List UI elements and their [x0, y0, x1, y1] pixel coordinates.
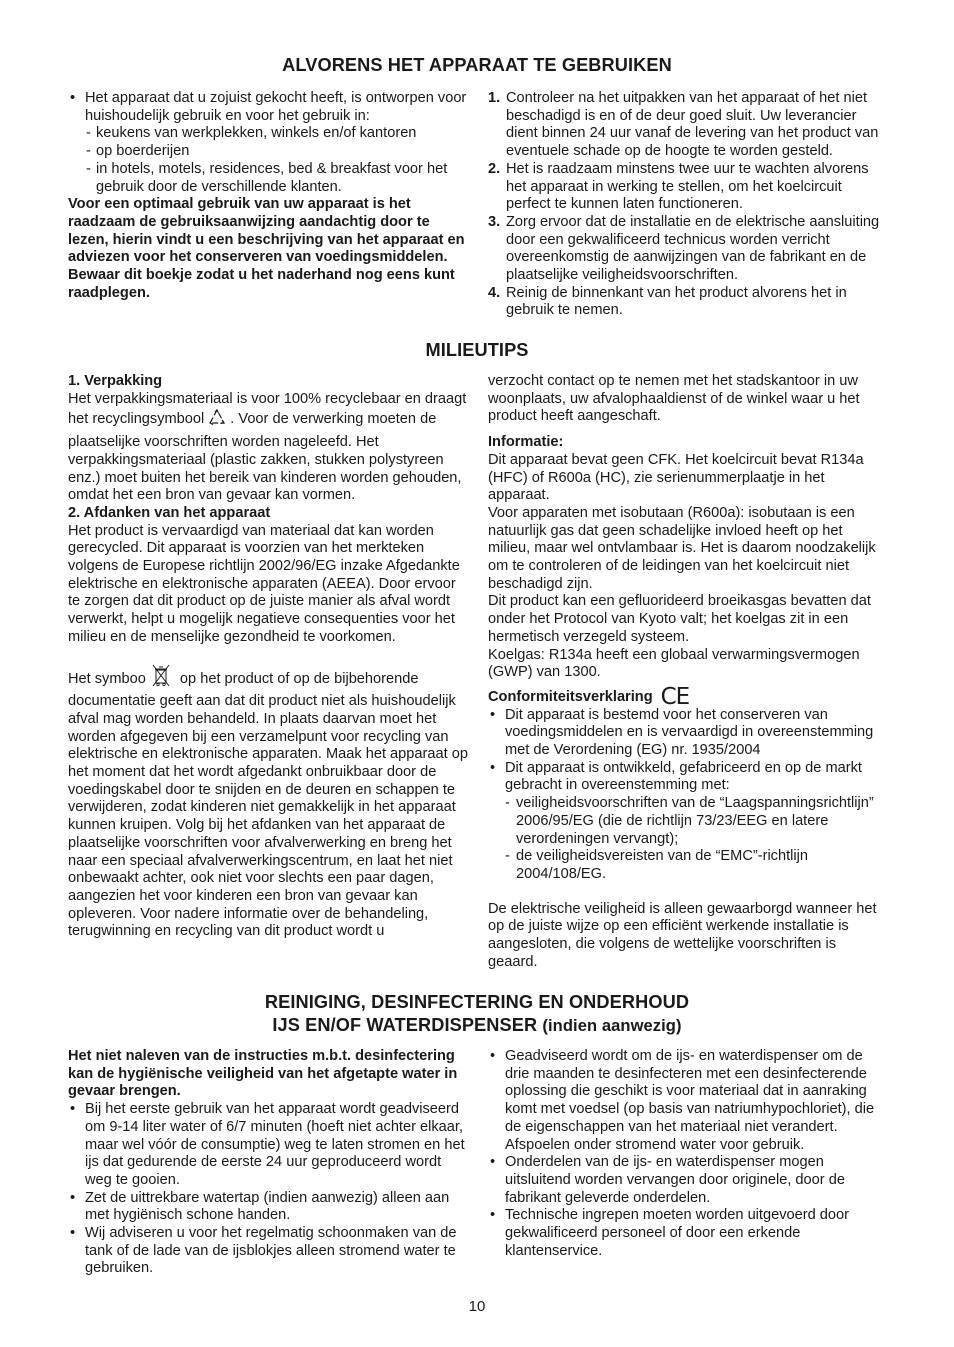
- use-item: - op boerderijen: [68, 143, 468, 161]
- cleaning-bullet: • Geadviseerd wordt om de ijs- en waterdispenser om de drie maanden te desinfecteren met een desinfecterende oplossing die geschikt is voor materiaal dat in aanraking komt met voedsel (op basis van natriumhypochloriet), die de eigenschappen van het materiaal niet verandert. Afspoelen onder stromend water voor gebruik.: [488, 1048, 888, 1154]
- contact-continuation: verzocht contact op te nemen met het stadskantoor in uw woonplaats, uw afvalophaaldienst of de winkel waar u het product heeft aangeschaft.: [488, 373, 860, 425]
- information-text: Koelgas: R134a heeft een globaal verwarmingsvermogen (GWP) van 1300.: [488, 646, 860, 681]
- step-text: Controleer na het uitpakken van het apparaat of het niet beschadigd is en of de deur goed sluit. Uw leverancier dient binnen 24 uur vanaf de levering van het product van eventuele schade op de hoogte te worden gesteld.: [506, 90, 879, 160]
- section-title-before-use: ALVORENS HET APPARAAT TE GEBRUIKEN: [282, 55, 672, 75]
- intro-bullet: • Het apparaat dat u zojuist gekocht heeft, is ontworpen voor huishoudelijk gebruik en voor het gebruik in:: [68, 90, 468, 125]
- conformity-bullet: • Dit apparaat is bestemd voor het conserveren van voedingsmiddelen en is vervaardigd in overeenstemming met de Verordening (EG) nr. 1935/2004: [488, 707, 888, 760]
- section-subtitle-dispenser: [0, 1014, 954, 1038]
- packaging-text-a: Het verpakkingsmateriaal is voor 100% recyclebaar en draagt het recyclingsymbool: [68, 390, 467, 428]
- numbered-step: [488, 285, 888, 320]
- cleaning-bullet: • Zet de uittrekbare watertap (indien aanwezig) alleen aan met hygiënisch schone handen.: [68, 1190, 468, 1225]
- advice-bold-text: Voor een optimaal gebruik van uw apparaat is het raadzaam de gebruiksaanwijzing aandachtig door te lezen, hierin vindt u een beschrijving van het apparaat en adviezen voor het conserveren van voedingsmiddelen.: [68, 196, 465, 266]
- crossed-bin-icon: [152, 664, 170, 694]
- keep-booklet-text: Bewaar dit boekje zodat u het naderhand nog eens kunt raadplegen.: [68, 267, 455, 301]
- dispenser-title-suffix: (indien aanwezig): [542, 1017, 682, 1035]
- conformity-heading-text: Conformiteitsverklaring: [488, 688, 653, 705]
- numbered-step: [488, 161, 888, 214]
- information-heading: Informatie:: [488, 434, 564, 451]
- step-number: 4.: [488, 284, 501, 301]
- before-use-left-column: [68, 90, 468, 302]
- information-text: Voor apparaten met isobutaan (R600a): isobutaan is een natuurlijk gas dat geen schadelijke invloed heeft op het milieu, maar wel ontvlambaar is. Het is daarom noodzakelijk om te controleren of de leidingen van het koelcircuit niet beschadigd zijn.: [488, 504, 876, 592]
- cleaning-bullet: • Technische ingrepen moeten worden uitgevoerd door gekwalificeerd personeel of door een erkende klantenservice.: [488, 1207, 888, 1260]
- recycling-icon: [206, 408, 228, 434]
- disposal-heading: 2. Afdanken van het apparaat: [68, 504, 271, 521]
- numbered-step: [488, 90, 888, 161]
- conformity-directive: - veiligheidsvoorschriften van de “Laagspanningsrichtlijn” 2006/95/EG (die de richtlijn 73/23/EEG en latere verordeningen vervangt);: [488, 795, 888, 848]
- disposal-text: Het product is vervaardigd van materiaal dat kan worden gerecycled. Dit apparaat is voorzien van het merkteken volgens de Europese richtlijn 2002/96/EG inzake Afgedankte elektrische en elektronische apparaten (AEEA). Door ervoor te zorgen dat dit product op de juiste manier als afval wordt verwerkt, helpt u mogelijk negatieve consequenties voor het milieu en de menselijke gezondheid te voorkomen.: [68, 522, 460, 645]
- weee-text: [68, 664, 468, 942]
- environment-right-column: [488, 373, 888, 972]
- section-title-cleaning: REINIGING, DESINFECTERING EN ONDERHOUD: [264, 992, 690, 1012]
- cleaning-bullet: • Onderdelen van de ijs- en waterdispenser mogen uitsluitend worden vervangen door originele, door de fabrikant geleverde onderdelen.: [488, 1154, 888, 1207]
- conformity-heading: [488, 683, 888, 710]
- section-title-environment: MILIEUTIPS: [425, 340, 529, 360]
- packaging-text: [68, 391, 468, 505]
- use-item: - in hotels, motels, residences, bed & breakfast voor het gebruik door de verschillende klanten.: [68, 161, 468, 196]
- cleaning-right-column: [488, 1048, 888, 1260]
- dispenser-title: IJS EN/OF WATERDISPENSER: [272, 1015, 538, 1035]
- conformity-bullet: • Dit apparaat is ontwikkeld, gefabriceerd en op de markt gebracht in overeenstemming met:: [488, 760, 888, 795]
- information-text: Dit apparaat bevat geen CFK. Het koelcircuit bevat R134a (HFC) of R600a (HC), zie serienummerplaatje in het apparaat.: [488, 451, 864, 504]
- weee-text-b: op het product of op de bijbehorende documentatie geeft aan dat dit product niet als huishoudelijk afval mag worden behandeld. In plaats daarvan moet het worden afgegeven bij een verzamelpunt voor recycling van elektrische en elektronische apparaten. Maak het apparaat op het moment dat het wordt afgedankt onbruikbaar door de voedingskabel door te snijden en de deuren en schappen te verwijderen, zodat kinderen niet gemakkelijk in het apparaat kunnen kruipen. Volg bij het afdanken van het apparaat de plaatselijke voorschriften voor afvalverwerking en breng het naar een speciaal afvalverwerkingscentrum, en laat het niet onbewaakt achter, ook niet voor slechts een paar dagen, aangezien het voor kinderen een bron van gevaar kan opleveren. Voor nadere informatie over de behandeling, terugwinning en recycling van dit product wordt u: [68, 670, 468, 940]
- environment-left-column: [68, 373, 468, 941]
- conformity-directive: - de veiligheidsvereisten van de “EMC”-richtlijn 2004/108/EG.: [488, 848, 888, 883]
- step-number: 1.: [488, 90, 501, 106]
- ce-mark-icon: CE: [660, 683, 690, 710]
- numbered-step: [488, 214, 888, 285]
- before-use-right-column: [488, 90, 888, 320]
- step-number: 3.: [488, 213, 501, 230]
- cleaning-bullet: • Wij adviseren u voor het regelmatig schoonmaken van de tank of de lade van de ijsblokjes alleen stromend water te gebruiken.: [68, 1225, 468, 1278]
- page-number: 10: [468, 1298, 486, 1315]
- packaging-text-b: . Voor de verwerking moeten de plaatselijke voorschriften worden nageleefd. Het verpakkingsmateriaal (plastic zakken, stukken polystyreen enz.) moet buiten het bereik van kinderen worden gehouden, omdat het een bron van gevaar kan vormen.: [68, 411, 462, 504]
- cleaning-left-column: [68, 1048, 468, 1278]
- information-text: Dit product kan een gefluorideerd broeikasgas bevatten dat onder het Protocol van Kyoto valt; het koelgas zit in een hermetisch verzegeld systeem.: [488, 593, 871, 645]
- step-text: Zorg ervoor dat de installatie en de elektrische aansluiting door een gekwalificeerd technicus worden verricht overeenkomstig de aanwijzingen van de fabrikant en de plaatselijke veiligheidsvoorschriften.: [506, 213, 880, 284]
- hygiene-warning: Het niet naleven van de instructies m.b.t. desinfectering kan de hygiënische veiligheid van het afgetapte water in gevaar brengen.: [68, 1048, 458, 1100]
- step-text: Het is raadzaam minstens twee uur te wachten alvorens het apparaat in werking te stellen, om het koelcircuit perfect te kunnen laten functioneren.: [506, 160, 869, 213]
- packaging-heading: 1. Verpakking: [68, 373, 163, 389]
- use-item: - keukens van werkplekken, winkels en/of kantoren: [68, 125, 468, 143]
- cleaning-bullet: • Bij het eerste gebruik van het apparaat wordt geadviseerd om 9-14 liter water of 6/7 minuten (hoeft niet achter elkaar, maar wel vóór de consumptie) weg te laten stromen en het ijs dat gedurende de eerste 24 uur geproduceerd wordt weg te gooien.: [68, 1101, 468, 1190]
- step-number: 2.: [488, 160, 501, 177]
- step-text: Reinig de binnenkant van het product alvorens het in gebruik te nemen.: [506, 284, 847, 319]
- weee-text-a: Het symboo: [68, 670, 146, 687]
- electrical-safety-text: De elektrische veiligheid is alleen gewaarborgd wanneer het op de juiste wijze op een efficiënt werkende installatie is aangesloten, die volgens de wettelijke voorschriften is geaard.: [488, 900, 877, 970]
